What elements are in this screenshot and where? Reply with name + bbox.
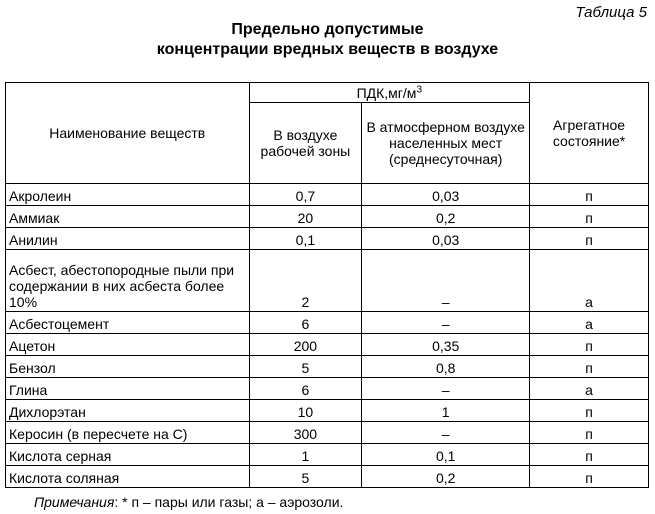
work-zone-value-cell: 1 xyxy=(249,444,362,466)
atmospheric-value-cell: 0,03 xyxy=(362,184,530,206)
atmospheric-value-cell: 0,2 xyxy=(362,206,530,228)
atmospheric-value-cell: 0,1 xyxy=(362,444,530,466)
aggregate-state-cell: п xyxy=(530,206,649,228)
atmospheric-value-cell: – xyxy=(362,378,530,400)
substance-name-cell: Дихлорэтан xyxy=(6,400,250,422)
work-zone-value-cell: 200 xyxy=(249,334,362,356)
footnote-label: Примечания xyxy=(34,494,115,510)
table-row xyxy=(6,334,649,356)
atmospheric-value-cell: – xyxy=(362,422,530,444)
table-row xyxy=(6,356,649,378)
aggregate-state-cell: а xyxy=(530,378,649,400)
substance-name-cell: Бензол xyxy=(6,356,250,378)
aggregate-state-cell: п xyxy=(530,466,649,488)
page-title xyxy=(0,20,655,60)
table-row xyxy=(6,228,649,250)
substance-name-cell: Кислота серная xyxy=(6,444,250,466)
work-zone-value-cell: 6 xyxy=(249,312,362,334)
header-pdk: $ПДК,мг/м^3$ xyxy=(249,83,530,103)
atmospheric-value-cell: 0,2 xyxy=(362,466,530,488)
header-atmospheric: В атмосферном воздухе населенных мест (среднесуточная) xyxy=(362,103,530,184)
table-number-label: Таблица 5 xyxy=(575,4,647,21)
substance-name-cell: Анилин xyxy=(6,228,250,250)
aggregate-state-cell: а xyxy=(530,250,649,312)
aggregate-state-cell: п xyxy=(530,400,649,422)
substance-name-cell: Кислота соляная xyxy=(6,466,250,488)
substance-name-cell: Глина xyxy=(6,378,250,400)
table-row xyxy=(6,378,649,400)
work-zone-value-cell: 6 xyxy=(249,378,362,400)
title-line-2: концентрации вредных веществ в воздухе xyxy=(156,41,499,58)
atmospheric-value-cell: 0,03 xyxy=(362,228,530,250)
concentration-table xyxy=(5,82,649,488)
work-zone-value-cell: 5 xyxy=(249,356,362,378)
substance-name-cell: Акролеин xyxy=(6,184,250,206)
header-work-zone: В воздухе рабочей зоны xyxy=(249,103,362,184)
table-row xyxy=(6,400,649,422)
work-zone-value-cell: 2 xyxy=(249,250,362,312)
substance-name-cell: Асбестоцемент xyxy=(6,312,250,334)
atmospheric-value-cell: 0,8 xyxy=(362,356,530,378)
substance-name-cell: Асбест, абестопородные пыли при содержании в них асбеста более 10% xyxy=(6,250,250,312)
substance-name-cell: Аммиак xyxy=(6,206,250,228)
header-substance-name: Наименование веществ xyxy=(6,83,250,184)
aggregate-state-cell: п xyxy=(530,228,649,250)
aggregate-state-cell: а xyxy=(530,312,649,334)
footnote xyxy=(34,494,343,510)
atmospheric-value-cell: – xyxy=(362,250,530,312)
aggregate-state-cell: п xyxy=(530,356,649,378)
aggregate-state-cell: п xyxy=(530,334,649,356)
table-row xyxy=(6,444,649,466)
aggregate-state-cell: п xyxy=(530,444,649,466)
work-zone-value-cell: 300 xyxy=(249,422,362,444)
atmospheric-value-cell: 0,35 xyxy=(362,334,530,356)
aggregate-state-cell: п xyxy=(530,184,649,206)
table-row xyxy=(6,184,649,206)
table-row xyxy=(6,312,649,334)
work-zone-value-cell: 0,1 xyxy=(249,228,362,250)
aggregate-state-cell: п xyxy=(530,422,649,444)
table-row xyxy=(6,466,649,488)
table-row xyxy=(6,206,649,228)
work-zone-value-cell: 20 xyxy=(249,206,362,228)
work-zone-value-cell: 10 xyxy=(249,400,362,422)
substance-name-cell: Керосин (в пересчете на С) xyxy=(6,422,250,444)
table-row xyxy=(6,250,649,312)
header-aggregate-state: Агрегатное состояние* xyxy=(530,83,649,184)
work-zone-value-cell: 0,7 xyxy=(249,184,362,206)
work-zone-value-cell: 5 xyxy=(249,466,362,488)
table-row xyxy=(6,422,649,444)
atmospheric-value-cell: – xyxy=(362,312,530,334)
substance-name-cell: Ацетон xyxy=(6,334,250,356)
footnote-text: : * п – пары или газы; а – аэрозоли. xyxy=(114,494,344,510)
title-line-1: Предельно допустимые xyxy=(231,21,424,38)
atmospheric-value-cell: 1 xyxy=(362,400,530,422)
